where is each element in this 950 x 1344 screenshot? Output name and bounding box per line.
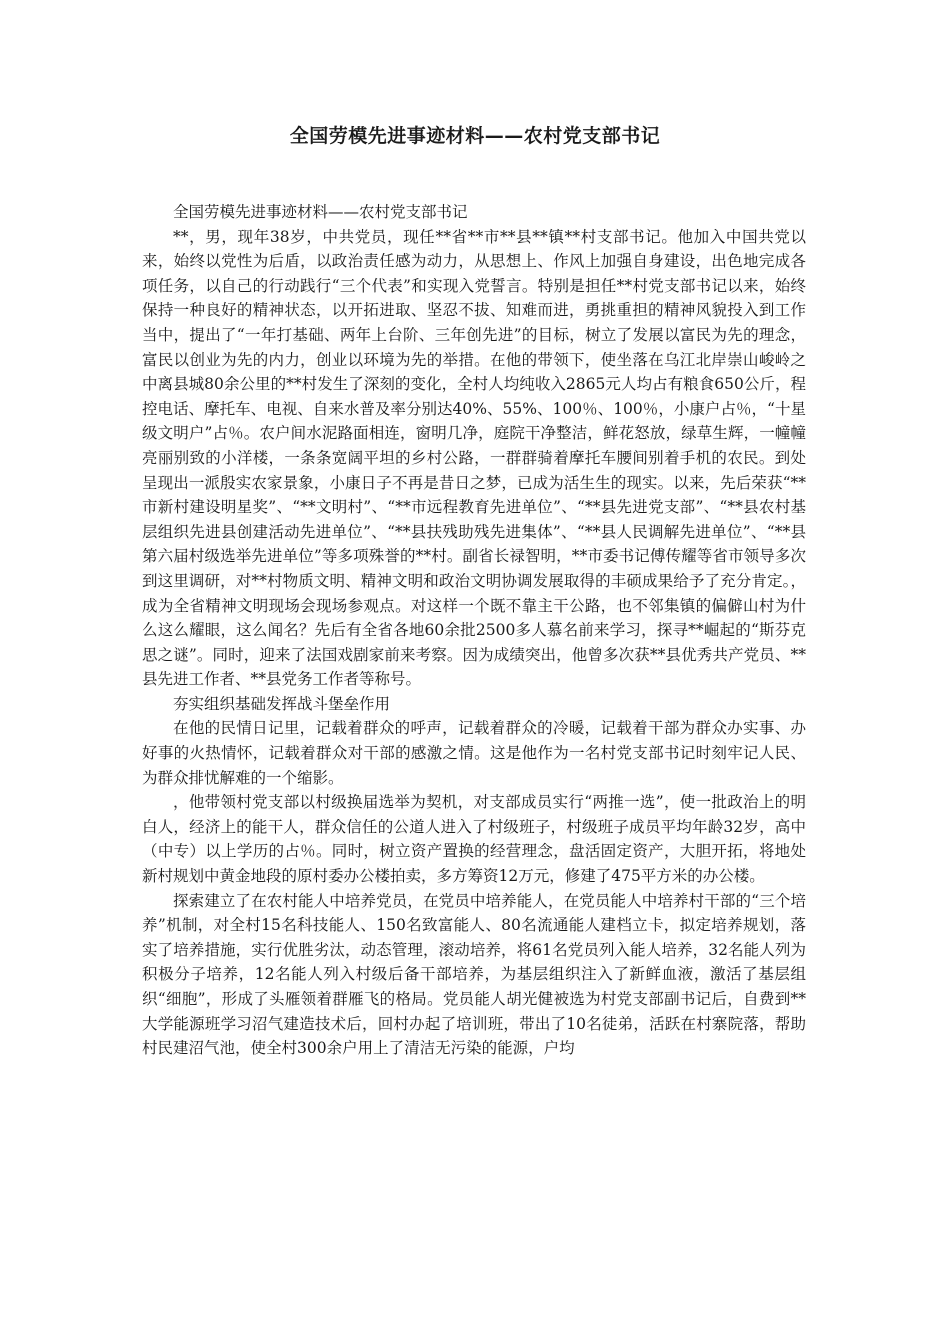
paragraph-election: ，他带领村党支部以村级换届选举为契机，对支部成员实行“两推一选”，使一批政治上的明白人，经济上的能干人，群众信任的公道人进入了村级班子，村级班子成员平均年龄32岁，高中（中专）以上学历的占％。同时，树立资产置换的经营理念，盘活固定资产，大胆开拓，将地处新村规划中黄金地段的原村委办公楼拍卖，多方筹资12万元，修建了475平方米的办公楼。 [142, 793, 806, 886]
document-body [142, 200, 806, 1061]
paragraph-training: 探索建立了在农村能人中培养党员，在党员中培养能人，在党员能人中培养村干部的“三个培养”机制，对全村15名科技能人、150名致富能人、80名流通能人建档立卡，拟定培养规划，落实了培养措施，实行优胜劣汰，动态管理，滚动培养，将61名党员列入能人培养，32名能人列为积极分子培养，12名能人列入村级后备干部培养，为基层组织注入了新鲜血液，激活了基层组织“细胞”，形成了头雁领着群雁飞的格局。党员能人胡光健被选为村党支部副书记后，自费到**大学能源班学习沼气建造技术后，回村办起了培训班，带出了10名徒弟，活跃在村寨院落，帮助村民建沼气池，使全村300余户用上了清洁无污染的能源，户均 [142, 891, 806, 1058]
paragraph-diary: 在他的民情日记里，记载着群众的呼声，记载着群众的冷暖，记载着干部为群众办实事、办好事的火热情怀，记载着群众对干部的感激之情。这是他作为一名村党支部书记时刻牢记人民、为群众排忧解难的一个缩影。 [142, 719, 806, 787]
document-title: 全国劳模先进事迹材料——农村党支部书记 [289, 125, 661, 147]
paragraph-profile: **，男，现年38岁，中共党员，现任**省**市**县**镇**村支部书记。他加入中国共党以来，始终以党性为后盾，以政治责任感为动力，从思想上、作风上加强自身建设，出色地完成各项任务，以自己的行动践行“三个代表”和实现入党誓言。特别是担任**村党支部书记以来，始终保持一种良好的精神状态，以开拓进取、坚忍不拔、知难而进，勇挑重担的精神风貌投入到工作当中，提出了“一年打基础、两年上台阶、三年创先进”的目标，树立了发展以富民为先的理念，富民以创业为先的内力，创业以环境为先的举措。在他的带领下，使坐落在乌江北岸崇山峻岭之中离县城80余公里的**村发生了深刻的变化，全村人均纯收入2865元人均占有粮食650公斤，程控电话、摩托车、电视、自来水普及率分别达40%、55%、100％、100％，小康户占％，“十星级文明户”占％。农户间水泥路面相连，窗明几净，庭院干净整洁，鲜花怒放，绿草生辉，一幢幢亮丽别致的小洋楼，一条条宽阔平坦的乡村公路，一群群骑着摩托车腰间别着手机的农民。到处呈现出一派殷实农家景象，小康日子不再是昔日之梦，已成为活生生的现实。以来，先后荣获“**市新村建设明星奖”、“**文明村”、“**市远程教育先进单位”、“**县先进党支部”、“**县农村基层组织先进县创建活动先进单位”、“**县扶残助残先进集体”、“**县人民调解先进单位”、“**县第六届村级选举先进单位”等多项殊誉的**村。副省长禄智明，**市委书记傅传耀等省市领导多次到这里调研，对**村物质文明、精神文明和政治文明协调发展取得的丰硕成果给予了充分肯定。，成为全省精神文明现场会现场参观点。对这样一个既不靠主干公路，也不邻集镇的偏僻山村为什么这么耀眼，这么闻名？先后有全省各地60余批2500多人慕名前来学习，探寻**崛起的“斯芬克思之谜”。同时，迎来了法国戏剧家前来考察。因为成绩突出，他曾多次获**县优秀共产党员、**县先进工作者、**县党务工作者等称号。 [142, 227, 806, 689]
paragraph-subtitle: 全国劳模先进事迹材料——农村党支部书记 [173, 203, 468, 221]
section-heading: 夯实组织基础发挥战斗堡垒作用 [173, 694, 391, 713]
